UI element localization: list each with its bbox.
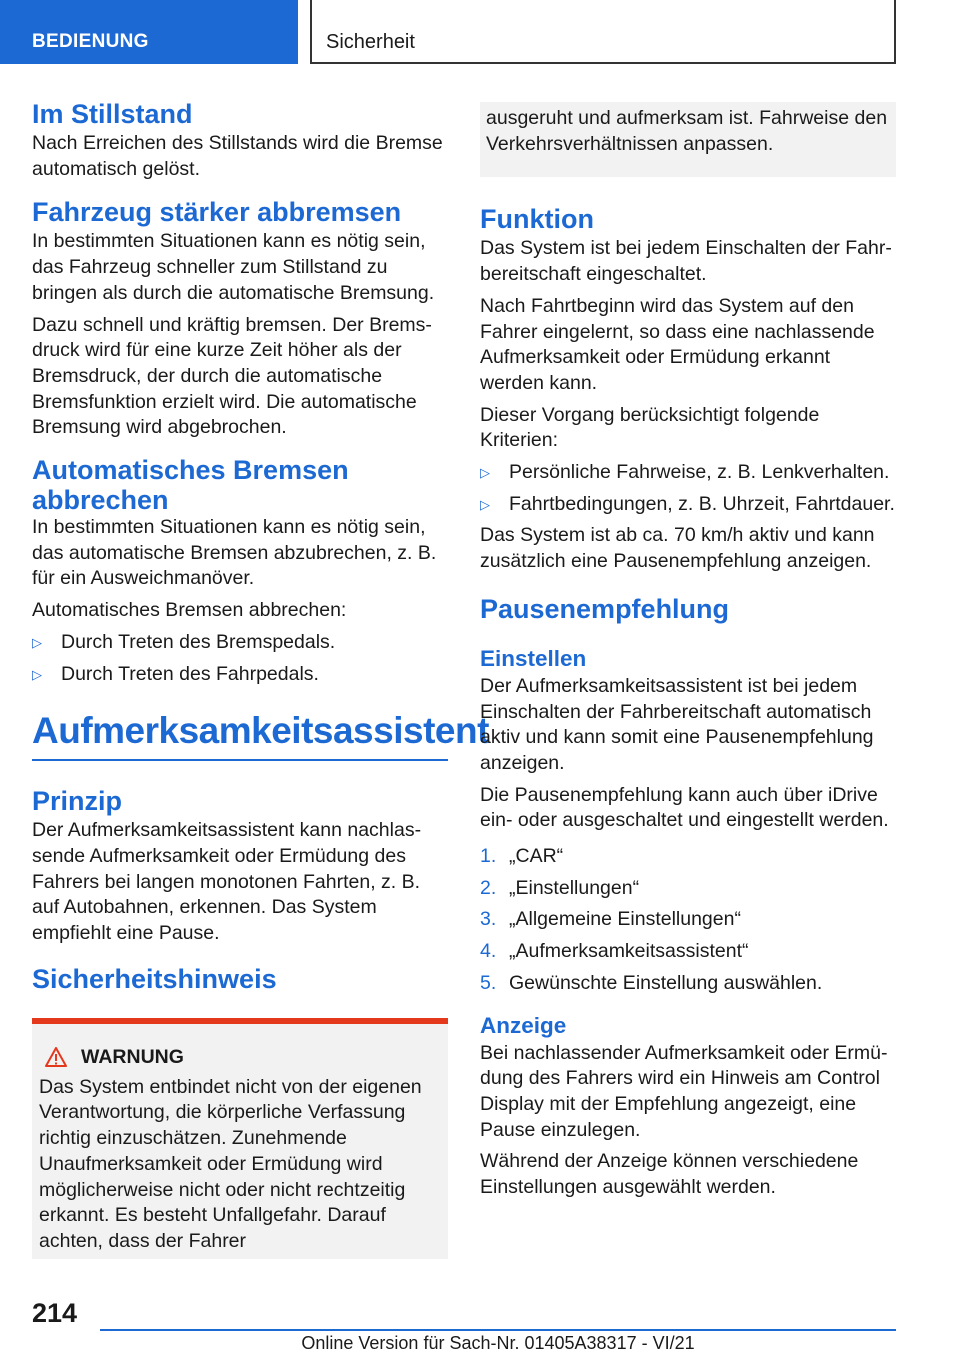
heading-einstellen: Einstellen	[480, 645, 587, 671]
warning-box	[32, 1018, 448, 1259]
chapter-header: Sicherheit	[310, 0, 896, 64]
right-column	[480, 102, 896, 1207]
paragraph: Dieser Vorgang berücksichtigt folgende Kriterien:	[480, 403, 820, 452]
list-item	[480, 460, 896, 486]
paragraph: Nach Erreichen des Stillstands wird die Bremse automatisch gelöst.	[32, 132, 443, 180]
triangle-bullet-icon: ▷	[32, 634, 42, 650]
footer-text: Online Version für Sach-Nr. 01405A38317 - VI/21	[301, 1333, 695, 1353]
paragraph: Während der Anzeige können verschiedene Einstellungen ausgewählt werden.	[480, 1150, 859, 1199]
heading-anzeige: Anzeige	[480, 1012, 567, 1038]
list-item	[480, 492, 896, 518]
list-item	[32, 630, 448, 656]
list-item	[480, 907, 896, 933]
step-text: Gewünschte Einstellung auswählen.	[509, 971, 823, 994]
paragraph: Der Aufmerksamkeitsassistent kann nachlassende Aufmerksamkeit oder Ermüdung des Fahrers bei langen monotonen Fahrten, z. B. auf Autobahnen, erkennen. Das System empfiehlt eine Pause.	[32, 819, 422, 945]
step-number: 2.	[480, 876, 497, 899]
paragraph: Der Aufmerksamkeitsassistent ist bei jedem Einschalten der Fahrbereitschaft automatisch aktiv und kann somit eine Pausenempfehlung anzeigen.	[480, 674, 874, 774]
warning-text: ausgeruht und aufmerksam ist. Fahrweise den Verkehrsverhältnissen anpassen.	[486, 107, 888, 155]
list-item	[480, 971, 896, 997]
bullet-list	[480, 460, 896, 517]
paragraph: Automatisches Bremsen abbrechen:	[32, 599, 347, 622]
paragraph: Dazu schnell und kräftig bremsen. Der Bremsdruck wird für eine kurze Zeit höher als der Bremsdruck, der durch die automatische Bremsfunktion erzielt wird. Die automatische Bremsung wird abgebrochen.	[32, 313, 432, 439]
list-item	[480, 939, 896, 965]
list-item	[480, 844, 896, 870]
list-item	[480, 876, 896, 902]
paragraph: Bei nachlassender Aufmerksamkeit oder Ermüdung des Fahrers wird ein Hinweis am Control Display mit der Empfehlung angezeigt, eine Pause einzulegen.	[480, 1041, 888, 1141]
list-item-text: Fahrtbedingungen, z. B. Uhrzeit, Fahrtdauer.	[509, 492, 895, 515]
step-text: „Allgemeine Einstellungen“	[509, 908, 741, 931]
triangle-bullet-icon: ▷	[480, 465, 490, 481]
heading-pausenempfehlung: Pausenempfehlung	[480, 593, 730, 624]
step-text: „CAR“	[509, 845, 564, 868]
warning-triangle-icon	[45, 1047, 67, 1067]
heading-sicherheitshinweis: Sicherheitshinweis	[32, 963, 277, 994]
chapter-title: Aufmerksamkeitsassistent	[32, 709, 448, 761]
page-number: 214	[32, 1298, 78, 1328]
step-number: 3.	[480, 908, 497, 931]
triangle-bullet-icon: ▷	[480, 496, 490, 512]
warning-title	[39, 1046, 440, 1069]
step-text: „Einstellungen“	[509, 876, 640, 899]
step-number: 5.	[480, 971, 497, 994]
list-item	[32, 662, 448, 688]
numbered-list	[480, 844, 896, 997]
step-text: „Aufmerksamkeitsassistent“	[509, 940, 749, 963]
paragraph: In bestimmten Situationen kann es nötig sein, das automatische Bremsen abzubrechen, z. B. für ein Ausweichmanöver.	[32, 516, 437, 590]
heading-fahrzeug-staerker-abbremsen: Fahrzeug stärker abbremsen	[32, 197, 402, 228]
step-number: 4.	[480, 940, 497, 963]
warning-text: Das System entbindet nicht von der eigenen Verantwortung, die körperliche Verfassung richtig einzuschätzen. Zunehmende Unaufmerksamkeit oder Ermüdung wird möglicherweise nicht oder nicht rechtzeitig erkannt. Es besteht Unfallgefahr. Darauf achten, dass der Fahrer	[39, 1075, 422, 1252]
paragraph: Das System ist ab ca. 70 km/h aktiv und kann zusätzlich eine Pausenempfehlung anzeigen.	[480, 524, 875, 573]
heading-prinzip: Prinzip	[32, 786, 123, 817]
heading-automatisches-bremsen-abbrechen: Automatisches Bremsen abbrechen	[32, 455, 349, 516]
paragraph: Die Pausenempfehlung kann auch über iDrive ein- oder ausgeschaltet und eingestellt werden.	[480, 783, 889, 832]
footer-divider	[100, 1329, 896, 1331]
section-tab: BEDIENUNG	[0, 0, 298, 64]
list-item-text: Durch Treten des Bremspedals.	[61, 630, 336, 653]
paragraph: In bestimmten Situationen kann es nötig sein, das Fahrzeug schneller zum Stillstand zu bringen als durch die automatische Bremsung.	[32, 230, 435, 304]
paragraph: Das System ist bei jedem Einschalten der Fahrbereitschaft eingeschaltet.	[480, 237, 892, 286]
warning-box-continued	[480, 102, 896, 177]
list-item-text: Durch Treten des Fahrpedals.	[61, 662, 319, 685]
triangle-bullet-icon: ▷	[32, 666, 42, 682]
bullet-list	[32, 630, 448, 687]
step-number: 1.	[480, 845, 497, 868]
left-column	[32, 98, 489, 1259]
list-item-text: Persönliche Fahrweise, z. B. Lenkverhalten.	[509, 461, 890, 484]
heading-funktion: Funktion	[480, 204, 594, 235]
heading-im-stillstand: Im Stillstand	[32, 99, 193, 129]
warning-label: WARNUNG	[81, 1045, 184, 1068]
paragraph: Nach Fahrtbeginn wird das System auf den Fahrer eingelernt, so dass eine nachlassende Aufmerksamkeit oder Ermüdung erkannt werden kann.	[480, 294, 875, 394]
